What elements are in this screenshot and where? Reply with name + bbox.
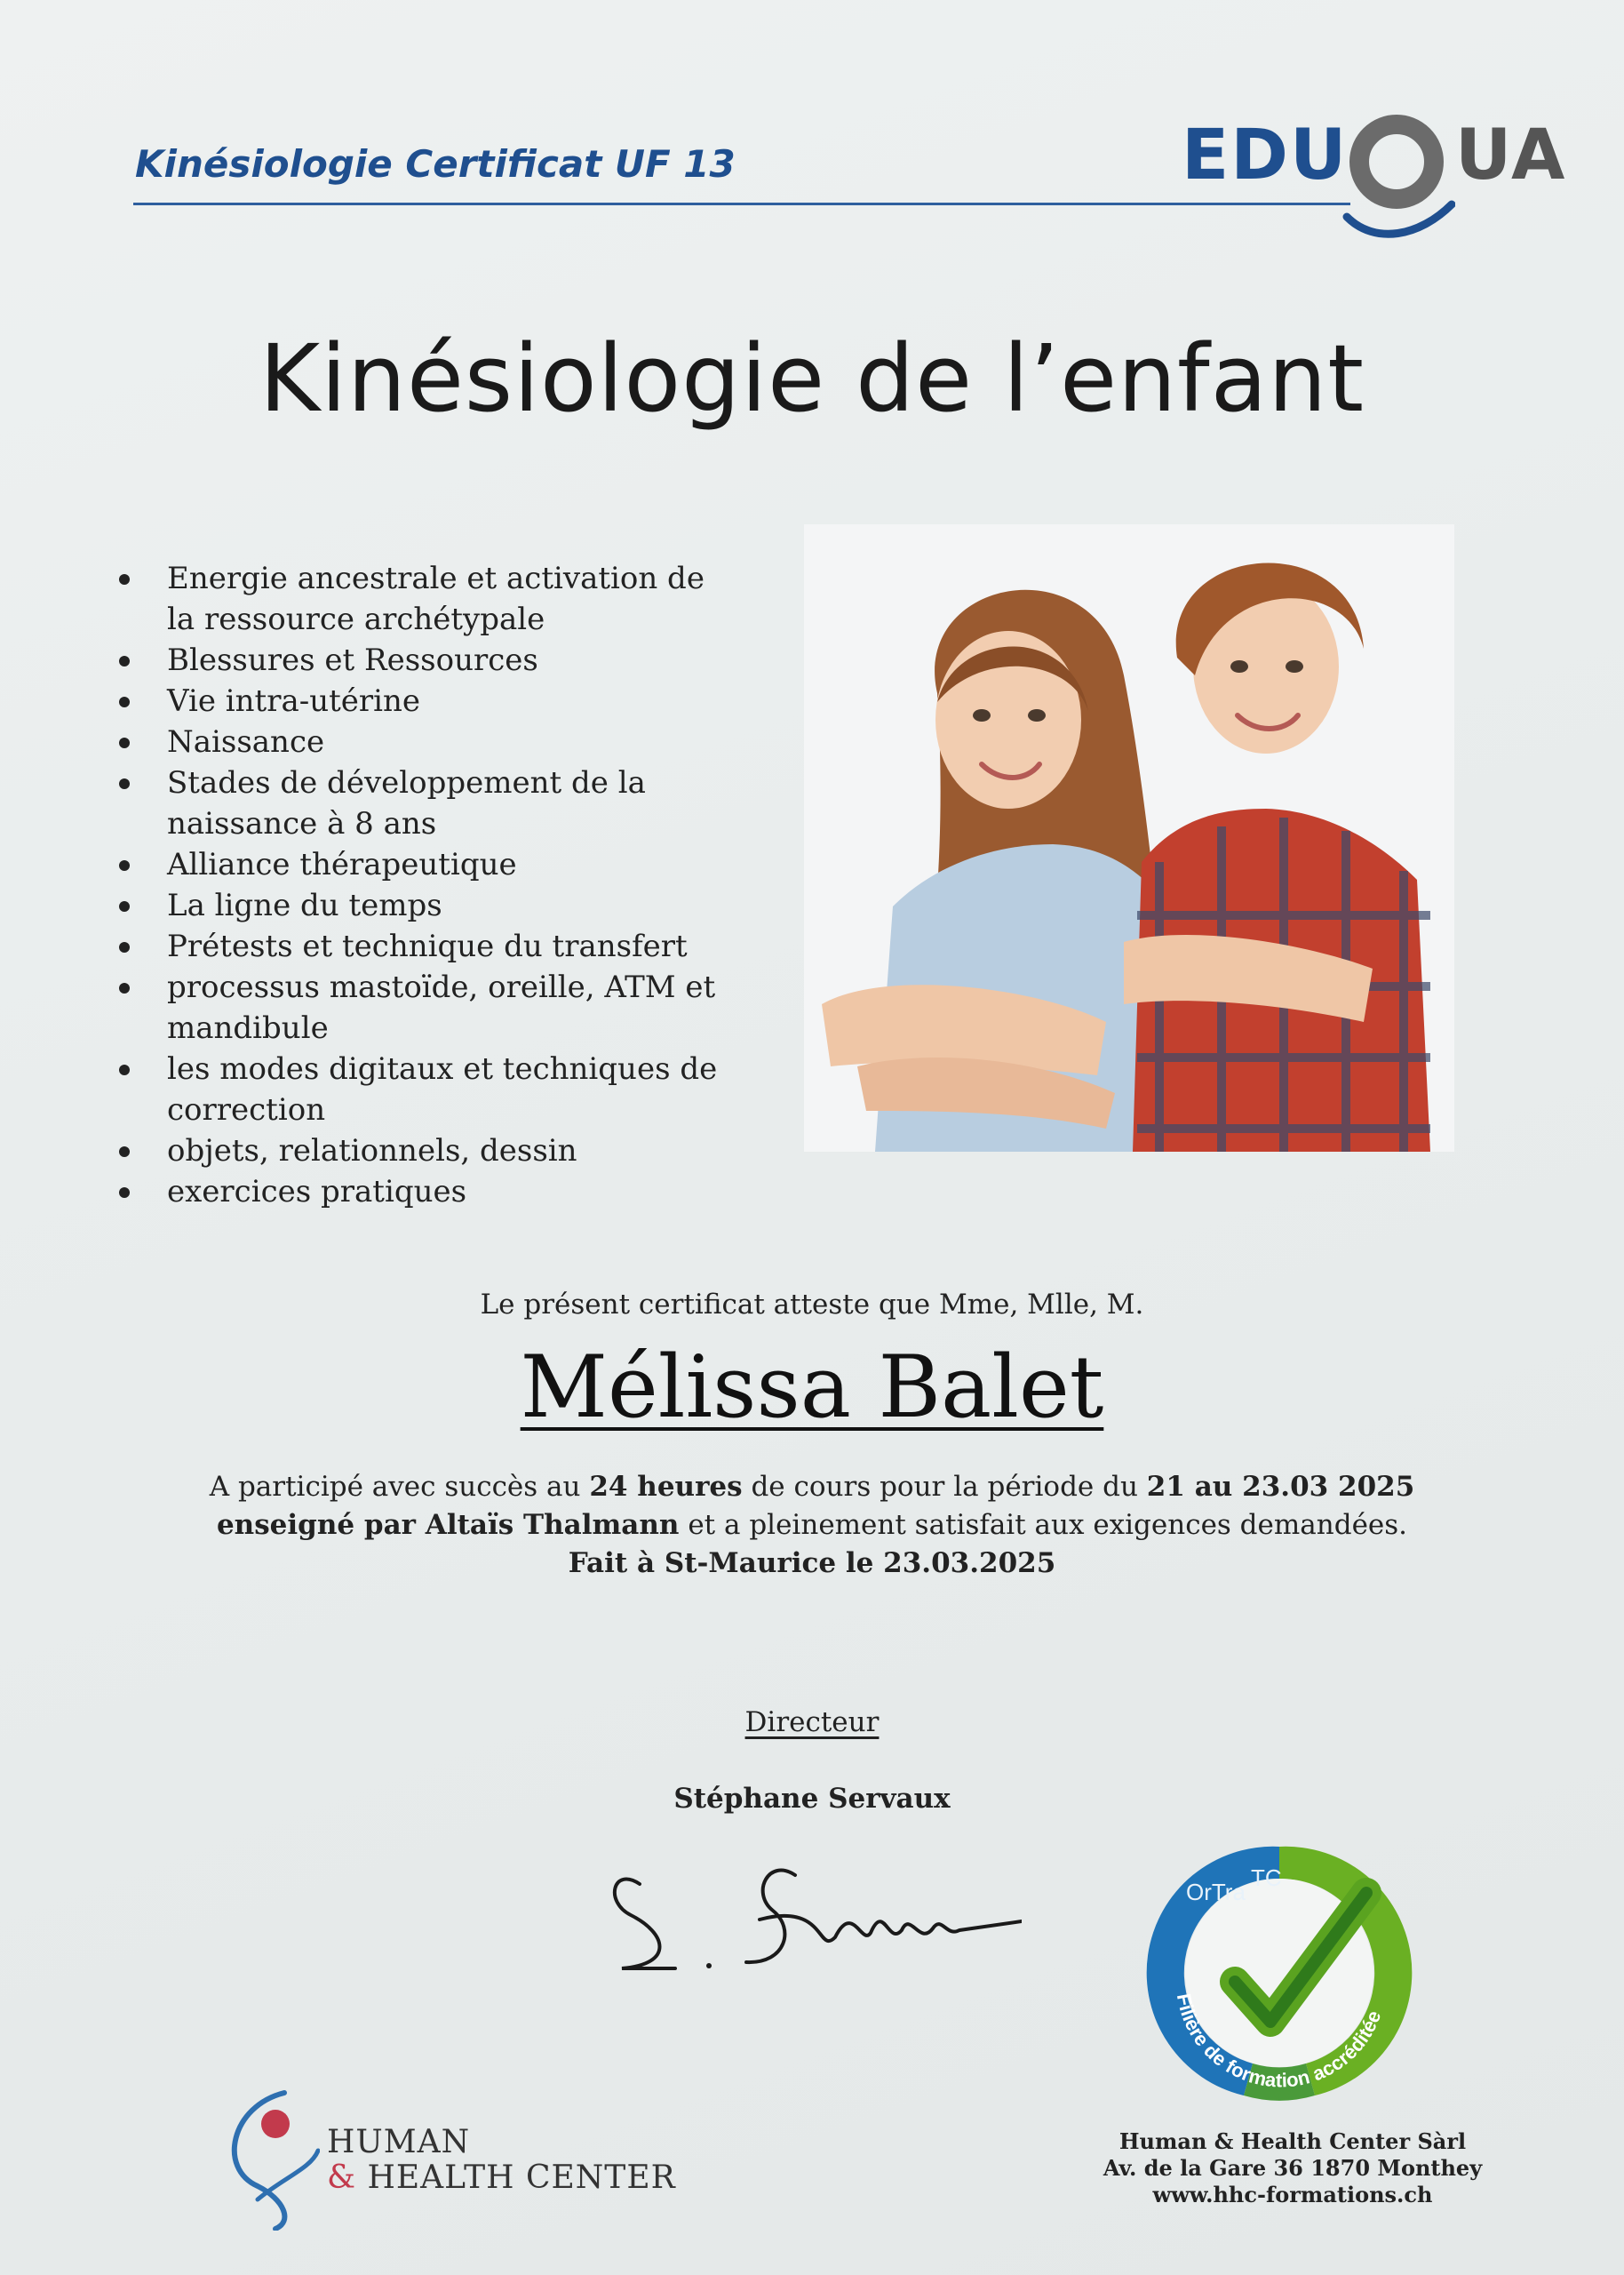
eduqua-logo [1182, 116, 1567, 249]
details-prefix: A participé avec succès au [209, 1471, 590, 1503]
topic-item: exercices pratiques [114, 1171, 736, 1212]
ortra-ring-text: Filière de formation accréditée [1172, 1992, 1386, 2092]
topic-item: Alliance thérapeutique [114, 844, 736, 885]
hhc-logo-line2-text: HEALTH CENTER [356, 2159, 676, 2196]
eduqua-logo-edu: EDU [1182, 116, 1349, 196]
hhc-logo-line1: HUMAN [327, 2124, 471, 2160]
recipient-name [0, 1337, 1624, 1437]
ortra-tc-label: TC [1251, 1864, 1282, 1891]
organization-address [1075, 2128, 1510, 2208]
org-website[interactable]: www.hhc-formations.ch [1152, 2182, 1433, 2207]
topics-list [114, 558, 736, 1212]
details-line-3 [0, 1545, 1624, 1583]
details-rest: et a pleinement satisfait aux exigences demandées. [679, 1509, 1408, 1541]
certificate-label: Kinésiologie Certificat UF 13 [135, 142, 736, 186]
hhc-logo [222, 2088, 684, 2231]
topic-item: objets, relationnels, dessin [114, 1130, 736, 1171]
children-photo [804, 524, 1454, 1152]
ortra-label: OrTra [1186, 1879, 1246, 1905]
org-name: Human & Health Center Sàrl [1118, 2128, 1467, 2154]
director-name: Stéphane Servaux [673, 1783, 951, 1815]
topic-item: La ligne du temps [114, 885, 736, 926]
topic-item: Vie intra-utérine [114, 681, 736, 722]
eduqua-logo-ua: UA [1455, 116, 1567, 196]
director-title [0, 1706, 1624, 1738]
topic-item: processus mastoïde, oreille, ATM et mandibule [114, 967, 736, 1049]
details-period: 21 au 23.03 2025 [1146, 1471, 1415, 1503]
ortra-accreditation-badge [1137, 1831, 1421, 2115]
hhc-figure-icon [222, 2088, 320, 2231]
hhc-logo-line2 [327, 2159, 676, 2196]
topic-item: Blessures et Ressources [114, 640, 736, 681]
org-address: Av. de la Gare 36 1870 Monthey [1103, 2155, 1483, 2181]
details-line-1 [0, 1468, 1624, 1506]
certificate-title: Kinésiologie de l’enfant [259, 324, 1365, 433]
certificate-details [0, 1468, 1624, 1583]
header-rule [133, 203, 1350, 205]
topic-item: Naissance [114, 722, 736, 762]
director-title-text: Directeur [744, 1706, 880, 1738]
hhc-logo-amp: & [327, 2159, 357, 2196]
topic-item: les modes digitaux et techniques de correction [114, 1049, 736, 1130]
details-teacher: enseigné par Altaïs Thalmann [216, 1509, 680, 1541]
details-mid: de cours pour la période du [742, 1471, 1147, 1503]
director-signature [604, 1848, 1022, 1982]
details-line-2 [0, 1506, 1624, 1545]
attestation-text: Le présent certificat atteste que Mme, Mlle, M. [480, 1289, 1144, 1321]
topic-item: Energie ancestrale et activation de la ressource archétypale [114, 558, 736, 640]
recipient-name-text: Mélissa Balet [520, 1337, 1104, 1437]
topic-item: Prétests et technique du transfert [114, 926, 736, 967]
details-hours: 24 heures [589, 1471, 743, 1503]
details-place-date: Fait à St-Maurice le 23.03.2025 [568, 1547, 1056, 1579]
eduqua-q-icon [1340, 112, 1455, 245]
topic-item: Stades de développement de la naissance à 8 ans [114, 762, 736, 844]
